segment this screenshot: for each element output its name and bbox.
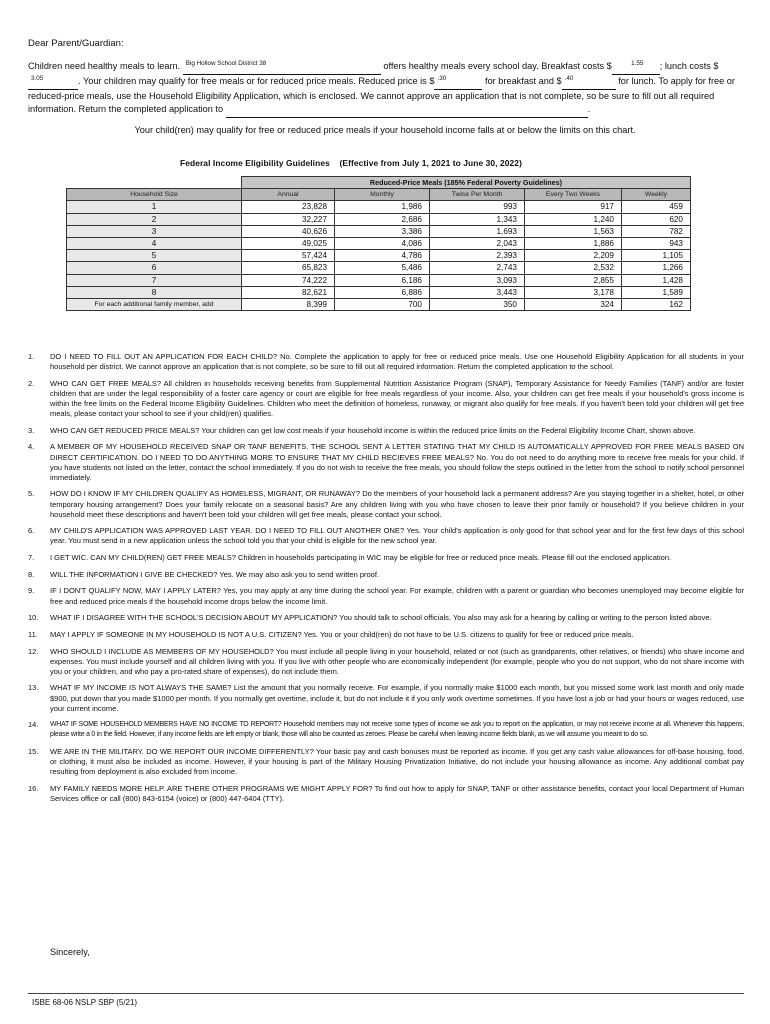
faq-text: WHAT IF SOME HOUSEHOLD MEMBERS HAVE NO INCOME TO REPORT? Household members may not receive some types of income we ask you to report on the application, or may not receive income at all. Whenever this happens, please write a 0 in the field. However, if any income fields are left empty or blank, those will also be counted as zeroes. Please be careful when leaving income fields blank, as we will assume you meant to do so.	[50, 721, 744, 739]
income-cell: 943	[622, 237, 691, 249]
income-cell: 2,532	[525, 262, 622, 274]
faq-item	[28, 352, 744, 372]
table-row	[67, 298, 691, 310]
table-row	[67, 201, 691, 213]
income-cell: 782	[622, 225, 691, 237]
faq-text: MY CHILD'S APPLICATION WAS APPROVED LAST YEAR. DO I NEED TO FILL OUT ANOTHER ONE? Yes. Your child's application is only good for that school year and for the first few days of this school year. You must send in a new application unless the school told you that your child is eligible for the new school year.	[50, 526, 744, 546]
income-cell: 74,222	[242, 274, 335, 286]
faq-text: WHO CAN GET REDUCED PRICE MEALS? Your children can get low cost meals if your household income is within the reduced price limits on the Federal Eligibility Income Chart, shown above.	[50, 425, 696, 435]
faq-text: IF I DON'T QUALIFY NOW, MAY I APPLY LATER? Yes, you may apply at any time during the school year. For example, children with a parent or guardian who becomes unemployed may become eligible for free and reduced price meals if the household income drops below the income limit.	[50, 586, 744, 606]
faq-number: 1.	[28, 352, 35, 361]
breakfast-cost-value: 1.55	[631, 60, 644, 67]
column-header: Monthly	[335, 189, 430, 201]
income-cell: 32,227	[242, 213, 335, 225]
income-cell: 6,186	[335, 274, 430, 286]
faq-number: 2.	[28, 378, 35, 388]
reduced-breakfast-value: .30	[437, 75, 447, 83]
faq-text: DO I NEED TO FILL OUT AN APPLICATION FOR EACH CHILD? No. Complete the application to apply for free or reduced price meals. Use one Household Eligibility Application for all students in your household per district. We cannot approve an application that is not complete, so be sure to fill out all required information. Return the completed application to the school.	[50, 352, 744, 372]
income-cell: 65,823	[242, 262, 335, 274]
faq-number: 16.	[28, 784, 39, 793]
faq-number: 15.	[28, 747, 39, 757]
column-header: Weekly	[622, 189, 691, 201]
closing: Sincerely,	[50, 947, 90, 957]
faq-item	[28, 720, 744, 740]
household-size-cell: 6	[67, 262, 242, 274]
table-column-header-row	[67, 189, 691, 201]
income-cell: 1,563	[525, 225, 622, 237]
footer-divider	[28, 993, 744, 994]
income-cell: 40,626	[242, 225, 335, 237]
table-group-header-row	[67, 177, 691, 189]
form-id: ISBE 68-06 NSLP SBP (5/21)	[32, 998, 138, 1007]
household-size-cell: 2	[67, 213, 242, 225]
income-cell: 3,386	[335, 225, 430, 237]
income-cell: 917	[525, 201, 622, 213]
faq-number: 5.	[28, 489, 35, 499]
income-cell: 324	[525, 298, 622, 310]
column-header: Household Size	[67, 189, 242, 201]
household-size-cell: For each additional family member, add	[67, 298, 242, 310]
intro-paragraph: Children need healthy meals to learn. $^{Big Hollow School District 38}$ offers healthy meals every school day. Breakfast costs $ $^{1.55}$ ; lunch costs \$$^{3.05}$ . Your children may qualify for free meals or for reduced price meals. Reduced price is $ $^{.30}$ for breakfast and $ $^{.40}$ for lunch. To apply for free or reduced-price meals, use the Household Eligibility Application, which is enclosed. We cannot approve an application that is not complete, so be sure to fill out all required information. Return the completed application to .	[28, 60, 742, 118]
household-size-cell: 5	[67, 250, 242, 262]
faq-number: 4.	[28, 442, 35, 452]
faq-number: 9.	[28, 586, 35, 596]
income-cell: 459	[622, 201, 691, 213]
faq-item	[28, 570, 744, 580]
return-to-value	[226, 103, 229, 110]
faq-item	[28, 426, 744, 436]
intro-text: for lunch. To apply for free or reduced-price meals, use the Household Eligibility Application, which is enclosed. We cannot approve an application that is not complete, so be sure to fill out all required information. Return the completed application to	[28, 76, 735, 114]
household-size-cell: 3	[67, 225, 242, 237]
faq-number: 7.	[28, 553, 35, 563]
faq-text: WHAT IF I DISAGREE WITH THE SCHOOL'S DECISION ABOUT MY APPLICATION? You should talk to school officials. You also may ask for a hearing by calling or writing to the person listed above.	[50, 613, 712, 623]
faq-list	[28, 352, 744, 811]
income-cell: 4,086	[335, 237, 430, 249]
faq-item	[28, 489, 744, 519]
income-cell: 23,828	[242, 201, 335, 213]
household-size-cell: 8	[67, 286, 242, 298]
faq-item	[28, 613, 744, 623]
return-to-field[interactable]	[226, 103, 588, 118]
income-cell: 5,486	[335, 262, 430, 274]
income-cell: 3,178	[525, 286, 622, 298]
income-cell: 2,743	[430, 262, 525, 274]
income-cell: 1,428	[622, 274, 691, 286]
faq-text: HOW DO I KNOW IF MY CHILDREN QUALIFY AS HOMELESS, MIGRANT, OR RUNAWAY? Do the members of your household lack a permanent address? Are you staying together in a shelter, hotel, or other temporary housing arrangement? Does your family relocate on a seasonal basis? Are any children living with you who have chosen to leave their prior family or household? If you believe children in your household meet these descriptions and haven't been told your children will get free meals, please contact your school.	[50, 489, 744, 519]
faq-number: 10.	[28, 613, 39, 623]
faq-number: 6.	[28, 526, 35, 536]
income-cell: 1,693	[430, 225, 525, 237]
income-eligibility-table	[66, 176, 691, 311]
income-cell: 8,399	[242, 298, 335, 310]
income-cell: 2,855	[525, 274, 622, 286]
table-row	[67, 274, 691, 286]
income-cell: 700	[335, 298, 430, 310]
faq-number: 12.	[28, 646, 39, 656]
table-row	[67, 286, 691, 298]
income-cell: 82,621	[242, 286, 335, 298]
intro-text: costs $	[689, 61, 719, 71]
income-cell: 1,343	[430, 213, 525, 225]
income-cell: 1,589	[622, 286, 691, 298]
reduced-lunch-value: .40	[564, 75, 574, 83]
table-row	[67, 250, 691, 262]
district-value: Big Hollow School District 38	[185, 60, 267, 67]
group-header: Reduced-Price Meals (185% Federal Poverty Guidelines)	[242, 177, 691, 189]
faq-item	[28, 683, 744, 713]
income-cell: 1,266	[622, 262, 691, 274]
district-field[interactable]	[183, 60, 381, 75]
faq-number: 8.	[28, 569, 35, 579]
intro-text: for breakfast and $	[485, 76, 562, 87]
intro-text: Children need healthy meals to learn.	[28, 61, 181, 71]
faq-text: MAY I APPLY IF SOMEONE IN MY HOUSEHOLD IS NOT A U.S. CITIZEN? Yes. You or your child(ren) do not have to be U.S. citizens to qualify for free or reduced price meals.	[50, 629, 634, 639]
income-cell: 2,209	[525, 250, 622, 262]
faq-number: 3.	[28, 425, 35, 435]
income-cell: 2,043	[430, 237, 525, 249]
intro-text: . Your children may qualify for free meals or for reduced price meals. Reduced price is $	[78, 76, 435, 87]
lunch-cost-field[interactable]	[28, 75, 78, 90]
faq-item	[28, 747, 744, 777]
household-size-cell: 7	[67, 274, 242, 286]
column-header: Annual	[242, 189, 335, 201]
faq-item	[28, 526, 744, 546]
household-size-cell: 1	[67, 201, 242, 213]
income-cell: 3,443	[430, 286, 525, 298]
income-cell: 49,025	[242, 237, 335, 249]
column-header: Twice Per Month	[430, 189, 525, 201]
faq-item	[28, 586, 744, 606]
faq-item	[28, 442, 744, 482]
income-cell: 993	[430, 201, 525, 213]
income-cell: 57,424	[242, 250, 335, 262]
income-cell: 6,886	[335, 286, 430, 298]
faq-text: I GET WIC. CAN MY CHILD(REN) GET FREE MEALS? Children in households participating in WIC may be eligible for free or reduced price meals. Please fill out the enclosed application.	[50, 553, 672, 563]
income-cell: 1,886	[525, 237, 622, 249]
income-cell: 4,786	[335, 250, 430, 262]
income-cell: 2,686	[335, 213, 430, 225]
faq-text: MY FAMILY NEEDS MORE HELP. ARE THERE OTHER PROGRAMS WE MIGHT APPLY FOR? To find out how to apply for SNAP, TANF or other assistance benefits, contact your local Department of Human Services office or call (800) 843-6154 (voice) or (800) 447-6404 (TTY).	[50, 784, 744, 804]
intro-text: ; lunch	[659, 61, 687, 71]
table-title: Federal Income Eligibility Guidelines (Effective from July 1, 2021 to June 30, 2022)	[180, 158, 522, 168]
faq-item	[28, 553, 744, 563]
limits-note: Your child(ren) may qualify for free or reduced price meals if your household income falls at or below the limits on this chart.	[134, 125, 636, 135]
table-row	[67, 262, 691, 274]
table-row	[67, 213, 691, 225]
reduced-breakfast-field[interactable]	[434, 75, 482, 90]
faq-number: 13.	[28, 683, 39, 693]
reduced-lunch-field[interactable]	[562, 75, 616, 90]
income-cell: 2,393	[430, 250, 525, 262]
income-cell: 620	[622, 213, 691, 225]
faq-item	[28, 784, 744, 804]
faq-text: A MEMBER OF MY HOUSEHOLD RECEIVED SNAP OR TANF BENEFITS. THE SCHOOL SENT A LETTER STATING THAT MY CHILD IS AUTOMATICALLY APPROVED FOR FREE MEALS BASED ON DIRECT CERTIFICATION. DO I NEED TO DO ANYTHING MORE TO ENSURE THAT MY CHILD RECIEVES FREE MEALS? No. You do not need to do anything more to receive free meals for your child. If you have students not listed on the letter, contact the school immediately. If you do not wish to receive the free meals, you should follow the steps outlined in the letter from the school to notify school personnel immediately.	[50, 442, 744, 482]
income-cell: 3,093	[430, 274, 525, 286]
income-cell: 1,105	[622, 250, 691, 262]
faq-text: WILL THE INFORMATION I GIVE BE CHECKED? Yes. We may also ask you to send written proof.	[50, 569, 380, 579]
faq-number: 11.	[28, 629, 38, 639]
income-cell: 1,240	[525, 213, 622, 225]
greeting: Dear Parent/Guardian:	[28, 38, 124, 49]
faq-text: WE ARE IN THE MILITARY. DO WE REPORT OUR INCOME DIFFERENTLY? Your basic pay and cash bonuses must be reported as income. If you get any cash value allowances for off-base housing, food, or clothing, it must also be included as income. However, if your housing is part of the Military Housing Privatization Initiative, do not include your housing allowance as income. Any additional combat pay resulting from deployment is also excluded from income.	[50, 747, 744, 777]
faq-item	[28, 647, 744, 677]
faq-text: WHAT IF MY INCOME IS NOT ALWAYS THE SAME? List the amount that you normally receive. For example, if you normally make $1000 each month, but you missed some work last month and only made $900, put down that you made $1000 per month. If you normally get overtime, include it, but do not include it if you only work overtime sometimes. If you have lost a job or had your hours or wages reduced, use your current income.	[50, 683, 744, 713]
table-row	[67, 237, 691, 249]
income-cell: 350	[430, 298, 525, 310]
column-header: Every Two Weeks	[525, 189, 622, 201]
faq-number: 14.	[28, 720, 39, 730]
table-row	[67, 225, 691, 237]
income-cell: 1,986	[335, 201, 430, 213]
household-size-cell: 4	[67, 237, 242, 249]
intro-text: offers healthy meals every school day. Breakfast costs $	[383, 61, 612, 71]
lunch-cost-value: 3.05	[31, 75, 44, 83]
breakfast-cost-field[interactable]	[612, 60, 660, 75]
income-cell: 162	[622, 298, 691, 310]
faq-item	[28, 630, 744, 640]
faq-item	[28, 379, 744, 419]
faq-text: WHO CAN GET FREE MEALS? All children in households receiving benefits from Supplemental Nutrition Assistance Program (SNAP), Temporary Assistance for Needy Families (TANF) and/or are foster children that are under the legal responsibility of a foster care agency or court are eligible for free meals regardless of your income. Also, your children can get free meals if your household's gross income is within the free limits on the Federal Income Eligibility Guidelines. Children who meet the definition of homeless, runaway, or migrant also qualify for free meals. If you haven't been told your children will get free meals, please contact your school to see if your child(ren) qualifies.	[50, 378, 744, 419]
faq-text: WHO SHOULD I INCLUDE AS MEMBERS OF MY HOUSEHOLD? You must include all people living in your household, related or not (such as grandparents, other relatives, or friends) who share income and expenses. You must include yourself and all children living with you. If you live with other people who are economically independent (for example, people who you do not support, who do not share income with you or your children, and who pay a pro-rated share of expenses), do not include them.	[50, 646, 744, 676]
